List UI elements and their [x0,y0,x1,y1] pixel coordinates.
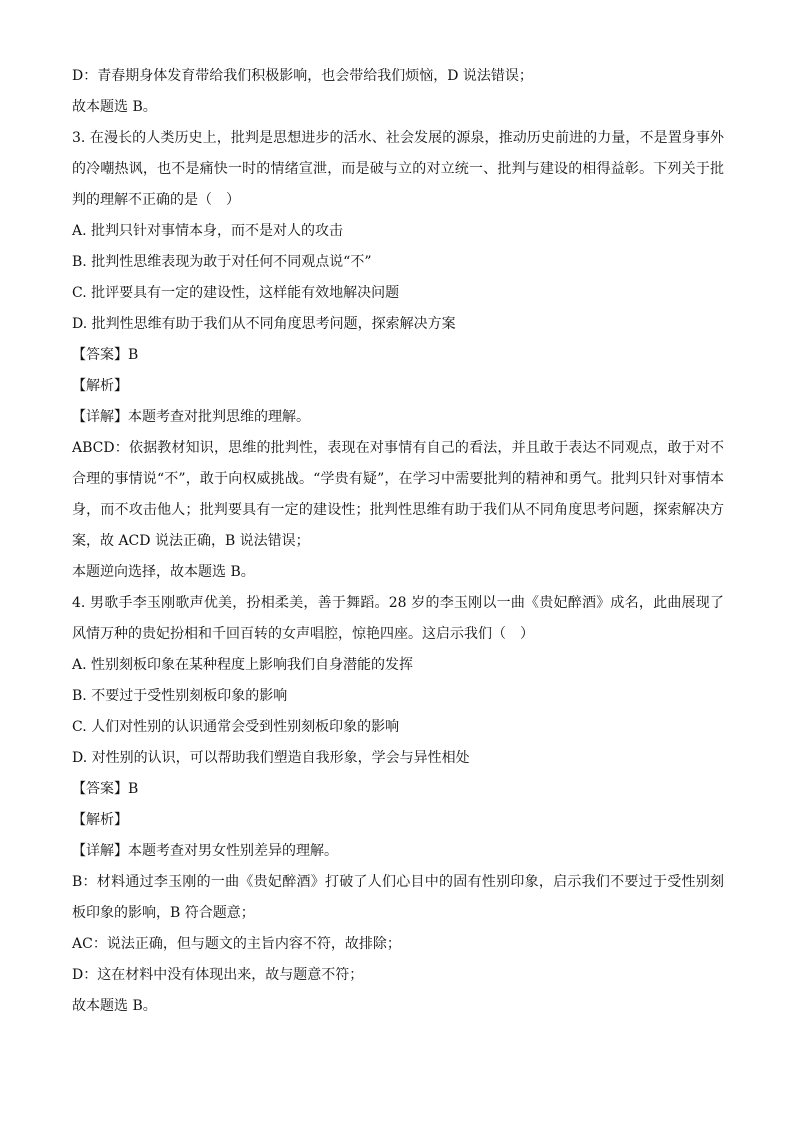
question-3-conclusion: 本题逆向选择，故本题选 B。 [72,564,255,580]
question-3-option-c: C. 批评要具有一定的建设性，这样能有效地解决问题 [72,285,400,301]
question-3-stem: 3. 在漫长的人类历史上，批判是思想进步的活水、社会发展的源泉，推动历史前进的力量，不是置身事外的冷嘲热讽，也不是痛快一时的情绪宣泄，而是破与立的对立统一、批判与建设的相得益彰。下列关于批判的理解不正确的是（ ） [72,130,724,208]
question-4-option-a: A. 性别刻板印象在某种程度上影响我们自身潜能的发挥 [72,657,414,673]
question-4-option-c: C. 人们对性别的认识通常会受到性别刻板印象的影响 [72,719,400,735]
question-4-conclusion: 故本题选 B。 [72,998,157,1014]
prev-question-d-explanation: D：青春期身体发育带给我们积极影响，也会带给我们烦恼，D 说法错误； [72,68,533,84]
question-4-answer: 【答案】B [72,781,139,797]
question-3-option-a: A. 批判只针对事情本身，而不是对人的攻击 [72,223,344,239]
question-4-stem: 4. 男歌手李玉刚歌声优美，扮相柔美，善于舞蹈。28 岁的李玉刚以一曲《贵妃醉酒》成名，此曲展现了风情万种的贵妃扮相和千回百转的女声唱腔，惊艳四座。这启示我们（ ） [72,595,724,642]
question-4-option-b: B. 不要过于受性别刻板印象的影响 [72,688,288,704]
question-3-answer: 【答案】B [72,347,139,363]
question-4-ac-explanation: AC：说法正确，但与题文的主旨内容不符，故排除； [72,936,401,952]
document-content [72,61,724,1022]
question-4-option-d: D. 对性别的认识，可以帮助我们塑造自我形象，学会与异性相处 [72,750,470,766]
question-3-option-b: B. 批判性思维表现为敢于对任何不同观点说“不” [72,254,372,270]
question-3-analysis-label: 【解析】 [72,378,128,394]
question-4-detail: 【详解】本题考查对男女性别差异的理解。 [72,843,338,859]
question-4-d-explanation: D：这在材料中没有体现出来，故与题意不符； [72,967,364,983]
question-4-b-explanation: B：材料通过李玉刚的一曲《贵妃醉酒》打破了人们心目中的固有性别印象，启示我们不要过于受性别刻板印象的影响，B 符合题意； [72,874,724,921]
question-3-option-d: D. 批判性思维有助于我们从不同角度思考问题，探索解决方案 [72,316,456,332]
question-3-explanation: ABCD：依据教材知识，思维的批判性，表现在对事情有自己的看法，并且敢于表达不同观点，敢于对不合理的事情说“不”，敢于向权威挑战。“学贵有疑”，在学习中需要批判的精神和勇气。批判只针对事情本身，而不攻击他人；批判要具有一定的建设性；批判性思维有助于我们从不同角度思考问题，探索解决方案，故 ACD 说法正确，B 说法错误； [72,440,724,549]
question-4-analysis-label: 【解析】 [72,812,128,828]
question-3-detail: 【详解】本题考查对批判思维的理解。 [72,409,310,425]
prev-question-conclusion: 故本题选 B。 [72,99,157,115]
